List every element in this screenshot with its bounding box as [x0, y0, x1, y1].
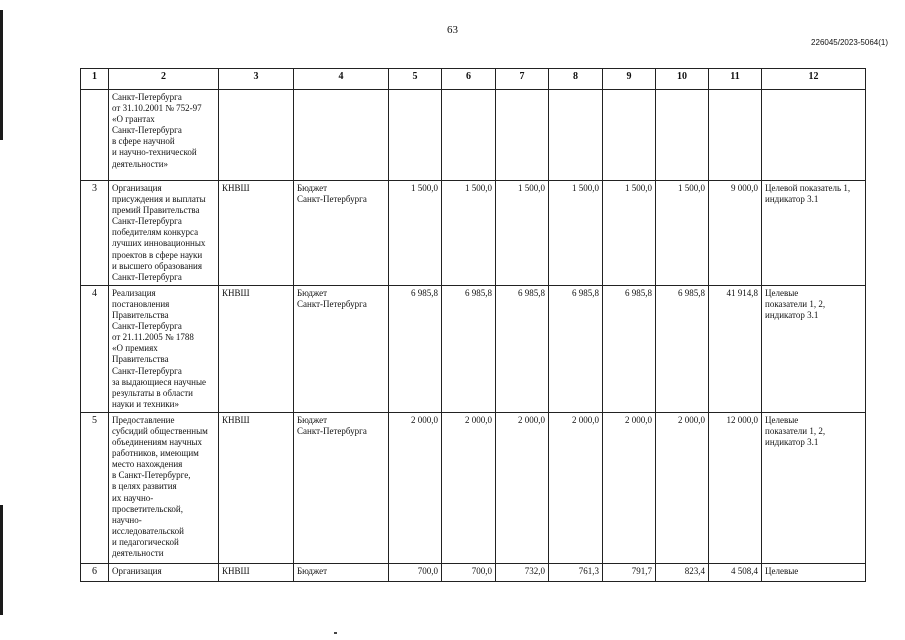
- activity-name: Организация присуждения и выплаты премий Правительства Санкт-Петербурга победителям конкурса лучших инновационных проектов в сфере науки и высшего образования Санкт-Петербурга: [109, 181, 219, 286]
- target-indicator: Целевые: [762, 563, 866, 581]
- amount-cell: 6 985,8: [389, 285, 442, 412]
- activity-name: Предоставление субсидий общественным объединениям научных работников, имеющим место нахождения в Санкт-Петербурге, в целях развития их научно- просветительской, научно- исследовательской и педагогической деятельности: [109, 412, 219, 563]
- amount-cell: 732,0: [496, 563, 549, 581]
- col-header-2: 2: [109, 69, 219, 90]
- col-header-8: 8: [549, 69, 603, 90]
- col-header-6: 6: [442, 69, 496, 90]
- row-number: 5: [81, 412, 109, 563]
- executor: КНВШ: [219, 181, 294, 286]
- amount-cell: 6 985,8: [549, 285, 603, 412]
- activity-name: Санкт-Петербурга от 31.10.2001 № 752-97 «О грантах Санкт-Петербурга в сфере научной и научно-технической деятельности»: [109, 90, 219, 181]
- amount-cell: 1 500,0: [656, 181, 709, 286]
- row-number: [81, 90, 109, 181]
- amount-cell: 2 000,0: [549, 412, 603, 563]
- table-row: [81, 563, 866, 581]
- executor: [219, 90, 294, 181]
- funding-source: Бюджет: [294, 563, 389, 581]
- amount-cell: [656, 90, 709, 181]
- amount-cell: [389, 90, 442, 181]
- amount-cell: 1 500,0: [389, 181, 442, 286]
- funding-source: [294, 90, 389, 181]
- table-row: [81, 285, 866, 412]
- row-number: 4: [81, 285, 109, 412]
- amount-cell: [442, 90, 496, 181]
- col-header-12: 12: [762, 69, 866, 90]
- amount-cell: 823,4: [656, 563, 709, 581]
- amount-cell: 2 000,0: [603, 412, 656, 563]
- table-row: [81, 90, 866, 181]
- target-indicator: [762, 90, 866, 181]
- amount-cell: [603, 90, 656, 181]
- amount-cell: 2 000,0: [496, 412, 549, 563]
- total-amount-cell: 4 508,4: [709, 563, 762, 581]
- table-row: [81, 181, 866, 286]
- col-header-10: 10: [656, 69, 709, 90]
- amount-cell: 1 500,0: [603, 181, 656, 286]
- total-amount-cell: [709, 90, 762, 181]
- activity-name: Реализация постановления Правительства Санкт-Петербурга от 21.11.2005 № 1788 «О премиях Правительства Санкт-Петербурга за выдающиеся научные результаты в области науки и техники»: [109, 285, 219, 412]
- amount-cell: [549, 90, 603, 181]
- col-header-7: 7: [496, 69, 549, 90]
- total-amount-cell: 41 914,8: [709, 285, 762, 412]
- target-indicator: Целевой показатель 1, индикатор 3.1: [762, 181, 866, 286]
- activity-name: Организация: [109, 563, 219, 581]
- amount-cell: [496, 90, 549, 181]
- table-row: [81, 412, 866, 563]
- row-number: 3: [81, 181, 109, 286]
- amount-cell: 1 500,0: [442, 181, 496, 286]
- amount-cell: 2 000,0: [442, 412, 496, 563]
- scan-speck: [334, 632, 337, 634]
- total-amount-cell: 9 000,0: [709, 181, 762, 286]
- col-header-5: 5: [389, 69, 442, 90]
- funding-source: Бюджет Санкт-Петербурга: [294, 412, 389, 563]
- total-amount-cell: 12 000,0: [709, 412, 762, 563]
- scan-edge-mark: [0, 505, 3, 615]
- col-header-9: 9: [603, 69, 656, 90]
- page-number: 63: [447, 24, 458, 36]
- amount-cell: 6 985,8: [656, 285, 709, 412]
- amount-cell: 700,0: [442, 563, 496, 581]
- col-header-1: 1: [81, 69, 109, 90]
- funding-source: Бюджет Санкт-Петербурга: [294, 181, 389, 286]
- target-indicator: Целевые показатели 1, 2, индикатор 3.1: [762, 412, 866, 563]
- amount-cell: 791,7: [603, 563, 656, 581]
- target-indicator: Целевые показатели 1, 2, индикатор 3.1: [762, 285, 866, 412]
- col-header-3: 3: [219, 69, 294, 90]
- executor: КНВШ: [219, 412, 294, 563]
- executor: КНВШ: [219, 563, 294, 581]
- amount-cell: 1 500,0: [496, 181, 549, 286]
- amount-cell: 6 985,8: [496, 285, 549, 412]
- amount-cell: 6 985,8: [603, 285, 656, 412]
- row-number: 6: [81, 563, 109, 581]
- amount-cell: 1 500,0: [549, 181, 603, 286]
- funding-source: Бюджет Санкт-Петербурга: [294, 285, 389, 412]
- col-header-4: 4: [294, 69, 389, 90]
- document-code: 226045/2023-5064(1): [811, 38, 888, 47]
- amount-cell: 761,3: [549, 563, 603, 581]
- amount-cell: 2 000,0: [656, 412, 709, 563]
- program-activities-table: [80, 68, 866, 582]
- col-header-11: 11: [709, 69, 762, 90]
- executor: КНВШ: [219, 285, 294, 412]
- amount-cell: 700,0: [389, 563, 442, 581]
- column-number-row: [81, 69, 866, 90]
- amount-cell: 2 000,0: [389, 412, 442, 563]
- amount-cell: 6 985,8: [442, 285, 496, 412]
